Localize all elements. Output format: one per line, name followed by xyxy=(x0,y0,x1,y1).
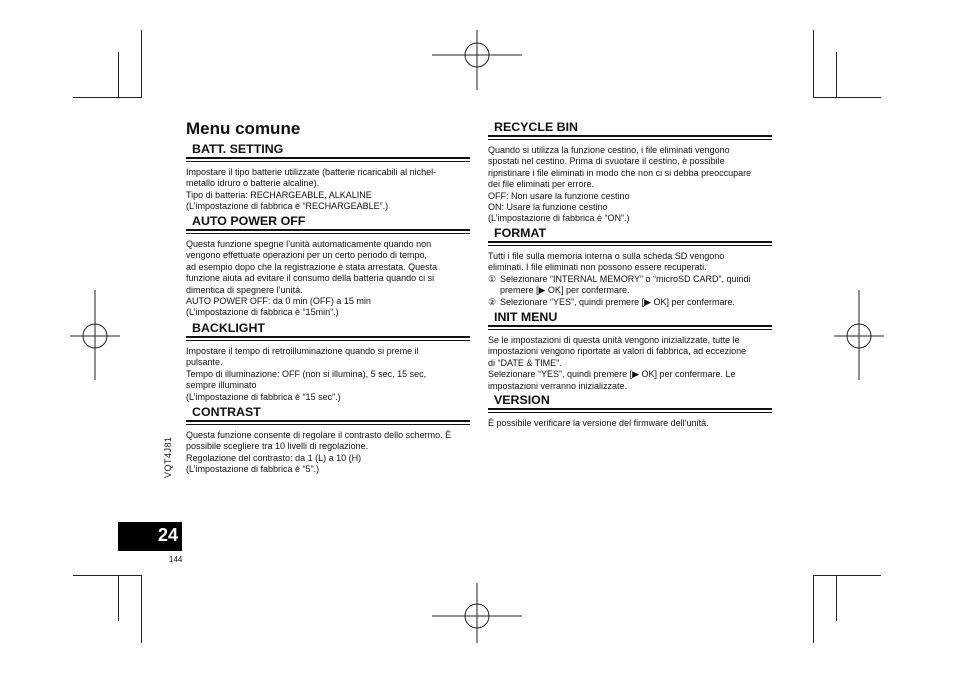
step-text: Selezionare “INTERNAL MEMORY” o “microSD CARD”, quindi premere [▶ OK] per confermare. xyxy=(500,273,751,296)
crop-mark xyxy=(118,575,119,621)
crop-mark xyxy=(73,575,142,576)
crop-mark xyxy=(118,52,119,98)
section-body xyxy=(186,430,470,476)
crop-mark xyxy=(813,30,814,98)
body-line: Questa funzione spegne l’unità automaticamente quando non xyxy=(186,239,432,249)
body-line: OFF: Non usare la funzione cestino xyxy=(488,190,630,201)
section-heading: FORMAT xyxy=(488,226,772,243)
section-heading: BATT. SETTING xyxy=(186,142,470,159)
body-line: metallo idruro o batterie alcaline). xyxy=(186,178,320,189)
body-line: Selezionare “YES”, quindi premere [▶ OK] per confermare. Le xyxy=(488,369,736,380)
crop-mark xyxy=(813,575,814,643)
body-line: (L’impostazione di fabbrica è “5”.) xyxy=(186,464,320,475)
body-line: (L’impostazione di fabbrica è “ON”.) xyxy=(488,213,630,224)
registration-mark-left xyxy=(70,290,120,380)
section-contrast xyxy=(186,405,470,476)
body-line: (L’impostazione di fabbrica è “15min”.) xyxy=(186,307,339,318)
body-line: Impostare il tipo batterie utilizzate (batterie ricaricabili al nichel- xyxy=(186,167,437,177)
section-body xyxy=(186,346,470,403)
body-line: dei file eliminati per errore. xyxy=(488,179,595,190)
section-auto-power-off xyxy=(186,214,470,319)
section-heading: CONTRAST xyxy=(186,405,470,422)
body-line: Regolazione del contrasto: da 1 (L) a 10 (H) xyxy=(186,452,362,463)
page-sub-number: 144 xyxy=(169,555,183,564)
section-backlight xyxy=(186,321,470,403)
crop-mark xyxy=(813,575,881,576)
section-init-menu xyxy=(488,310,772,392)
body-line: Tutti i file sulla memoria interna o sulla scheda SD vengono xyxy=(488,251,725,261)
step-marker: ② xyxy=(488,296,497,307)
body-line: vengono effettuate operazioni per un certo periodo di tempo, xyxy=(186,250,428,261)
body-line: Tempo di illuminazione: OFF (non si illumina), 5 sec, 15 sec, xyxy=(186,368,427,379)
section-heading: AUTO POWER OFF xyxy=(186,214,470,231)
body-line: AUTO POWER OFF: da 0 min (OFF) a 15 min xyxy=(186,296,371,307)
section-heading: INIT MENU xyxy=(488,310,772,327)
body-line: ON: Usare la funzione cestino xyxy=(488,202,608,213)
step-item xyxy=(488,274,772,297)
section-batt-setting xyxy=(186,142,470,213)
crop-mark xyxy=(73,97,142,98)
body-line: spostati nel cestino. Prima di svuotare il cestino, è possibile xyxy=(488,156,725,167)
registration-mark-top xyxy=(432,30,522,90)
body-line: impostazioni verranno inizializzate. xyxy=(488,380,628,391)
section-body xyxy=(488,145,772,225)
step-text: Selezionare “YES”, quindi premere [▶ OK] per confermare. xyxy=(500,296,736,307)
section-version xyxy=(488,393,772,429)
body-line: dimentica di spegnere l’unità. xyxy=(186,284,303,295)
crop-mark xyxy=(813,97,881,98)
page-number: 24 xyxy=(118,522,182,551)
body-line: Se le impostazioni di questa unità vengono inizializzate, tutte le xyxy=(488,335,740,345)
body-line: possibile scegliere tra 10 livelli di regolazione. xyxy=(186,441,369,452)
step-marker: ① xyxy=(488,273,497,284)
registration-mark-bottom xyxy=(432,583,522,643)
page-title: Menu comune xyxy=(186,119,301,138)
body-line: pulsante. xyxy=(186,357,223,368)
section-heading: VERSION xyxy=(488,393,772,410)
body-line: sempre illuminato xyxy=(186,380,257,391)
section-heading: RECYCLE BIN xyxy=(488,120,772,137)
section-body xyxy=(488,335,772,392)
body-line: funzione aiuta ad evitare il consumo della batteria quando ci si xyxy=(186,273,435,284)
body-line: Impostare il tempo di retroilluminazione quando si preme il xyxy=(186,346,419,356)
section-body xyxy=(186,239,470,319)
registration-mark-right xyxy=(834,290,884,380)
body-line: (L’impostazione di fabbrica è “15 sec”.) xyxy=(186,391,341,402)
body-line: Questa funzione consente di regolare il contrasto dello schermo. È xyxy=(186,430,452,440)
body-line: ad esempio dopo che la registrazione è stata arrestata. Questa xyxy=(186,261,438,272)
body-line: Quando si utilizza la funzione cestino, i file eliminati vengono xyxy=(488,145,730,155)
body-line: È possibile verificare la versione del firmware dell’unità. xyxy=(488,418,709,428)
section-body xyxy=(186,167,470,213)
crop-mark xyxy=(836,575,837,621)
body-line: (L’impostazione di fabbrica è “RECHARGEABLE”.) xyxy=(186,201,389,212)
body-line: Tipo di batteria: RECHARGEABLE, ALKALINE xyxy=(186,189,372,200)
step-item xyxy=(488,297,772,308)
body-line: eliminati. I file eliminati non possono essere recuperati. xyxy=(488,262,707,273)
section-format xyxy=(488,226,772,308)
document-code: VQT4J81 xyxy=(163,436,173,478)
section-body xyxy=(488,251,772,308)
section-recycle-bin xyxy=(488,120,772,225)
crop-mark xyxy=(141,30,142,98)
crop-mark xyxy=(836,52,837,98)
body-line: impostazioni vengono riportate ai valori di fabbrica, ad eccezione xyxy=(488,346,747,357)
section-heading: BACKLIGHT xyxy=(186,321,470,338)
section-body xyxy=(488,418,772,429)
body-line: ripristinare i file eliminati in modo che non ci si debba preoccupare xyxy=(488,167,752,178)
crop-mark xyxy=(141,575,142,643)
body-line: di “DATE & TIME”. xyxy=(488,357,562,368)
